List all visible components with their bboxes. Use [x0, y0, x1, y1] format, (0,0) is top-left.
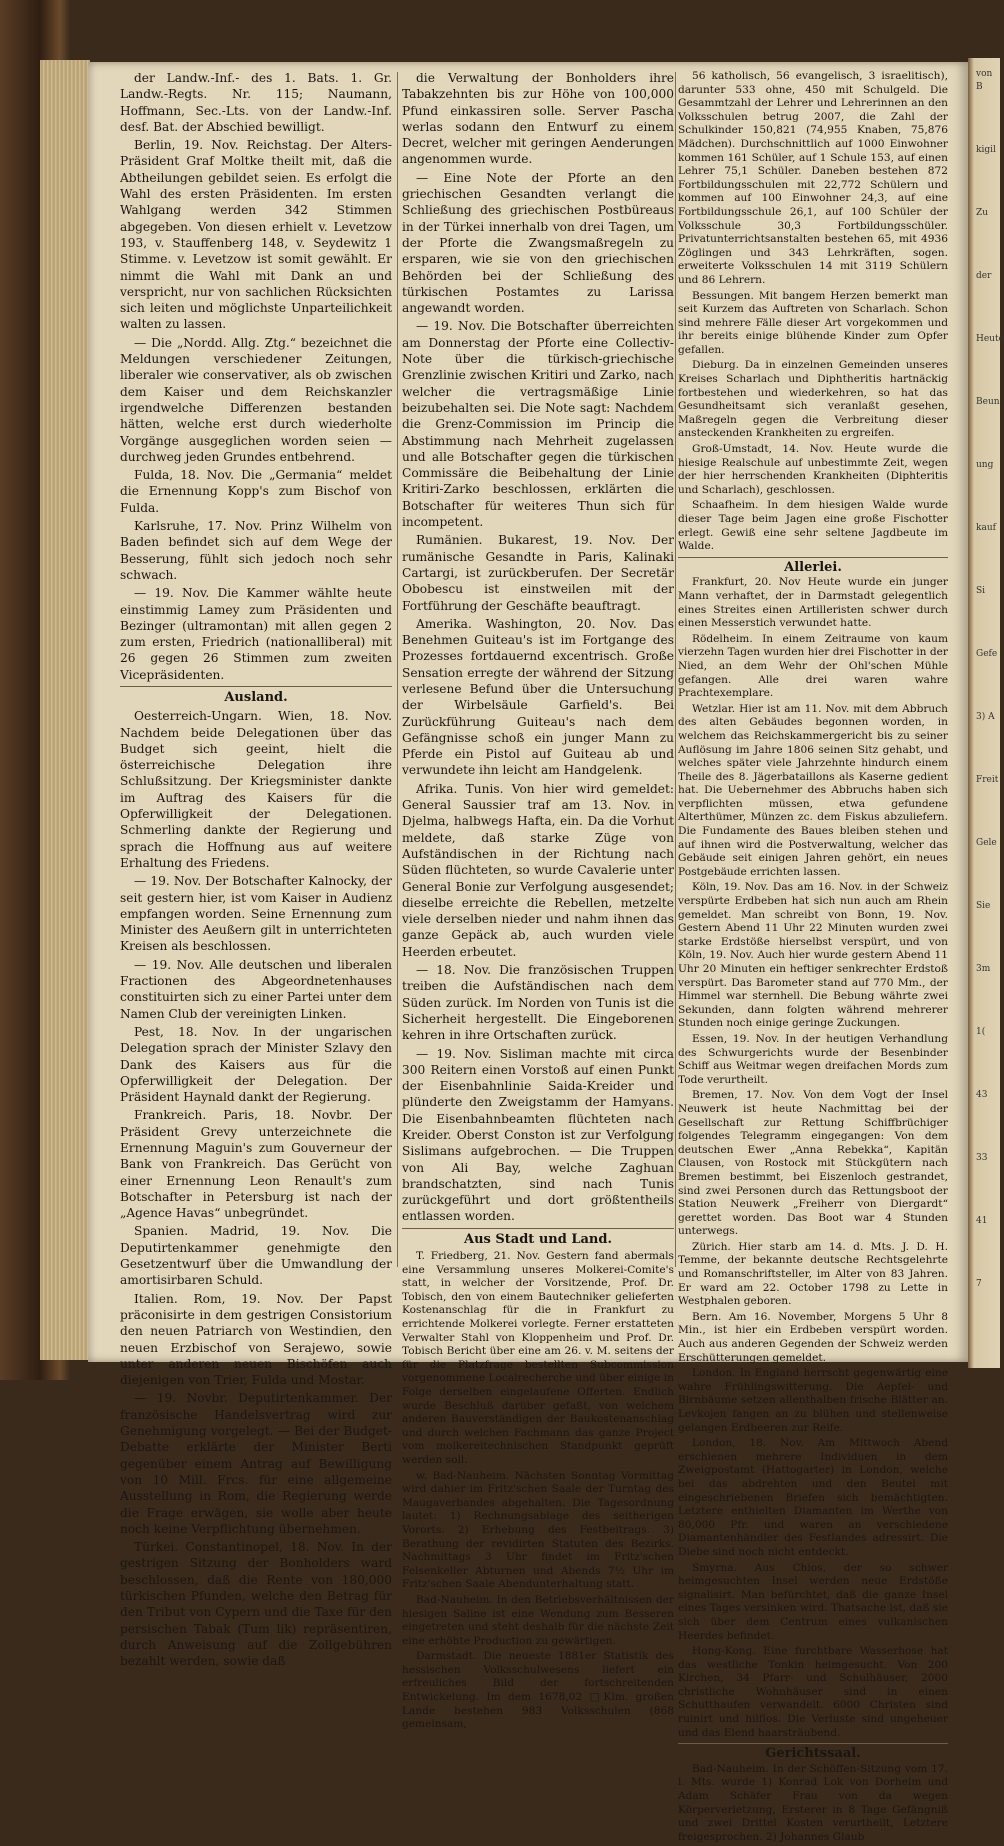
next-page-fragment: ung	[976, 460, 994, 470]
article: Schaafheim. In dem hiesigen Walde wurde dieser Tage beim Jagen eine große Fischotter erlegt. Gewiß eine sehr seltene Jagdbeute im Walde.	[678, 499, 948, 553]
article: w. Bad-Nauheim. Nächsten Sonntag Vormittag wird dahier im Fritz'schen Saale der Turntag des Maugaverbandes abgehalten. Die Tagesordnung lautet: 1) Rechnungsablage des seitherigen Vororts. 2) Erhebung des Festbeitrags. 3) Berathung der revidirten Statuten des Bezirks. Nachmittags 3 Uhr findet im Fritz'schen Felsenkeller Abturnen und Abends 7½ Uhr im Fritz'schen Saale Abendunterhaltung statt.	[402, 1469, 674, 1591]
article: Bad-Nauheim. In der Schöffen-Sitzung vom 17. l. Mts. wurde 1) Konrad Lok von Dorheim und Adam Schäfer Frau von da wegen Körperverletzung, Ersterer in 8 Tage Gefängniß und zwei Drittel Kosten verurtheilt, Letztere freigesprochen. 2) Johannes Glaub	[678, 1762, 948, 1843]
next-page-fragment: Sie	[976, 901, 991, 911]
next-page-text	[976, 68, 1004, 1341]
article: Frankreich. Paris, 18. Novbr. Der Präsident Grevy unterzeichnete die Ernennung Maguin's zum Gouverneur der Bank von Frankreich. Das Gerücht von einer Ernennung Leon Renault's zum Botschafter in Petersburg ist nach der „Agence Havas“ unbegründet.	[120, 1108, 392, 1221]
article: Smyrna. Aus Chios, der so schwer heimgesuchten Insel werden neue Erdstöße signalisirt. Man befürchtet, daß die ganze Insel eines Tages versinken wird. Thatsache ist, daß sie sich über dem Centrum eines vulkanischen Heerdes befindet.	[678, 1561, 948, 1642]
article: Rödelheim. In einem Zeitraume von kaum vierzehn Tagen wurden hier drei Fischotter in der Nied, an dem Wehr der Ohl'schen Mühle gefangen. Alle drei waren wahre Prachtexemplare.	[678, 632, 948, 700]
next-page-fragment: Gefe	[976, 649, 998, 659]
article: Zürich. Hier starb am 14. d. Mts. J. D. H. Temme, der bekannte deutsche Rechtsgelehrte und Romanschriftsteller, im Alter von 83 Jahren. Er ward am 22. October 1798 zu Lette in Westphalen geboren.	[678, 1240, 948, 1308]
article: Oesterreich-Ungarn. Wien, 18. Nov. Nachdem beide Delegationen über das Budget sich geeint, hielt die österreichische Delegation ihre Schlußsitzung. Der Kriegsminister dankte im Auftrag des Kaisers für die Opferwilligkeit der Delegationen. Schmerling dankte der Regierung und sprach die Hoffnung aus auf weitere Erhaltung des Friedens.	[120, 709, 392, 870]
article: Bessungen. Mit bangem Herzen bemerkt man seit Kurzem das Auftreten von Scharlach. Schon sind mehrere Fälle dieser Art vorgekommen und ihr bereits einige blühende Kinder zum Opfer gefallen.	[678, 289, 948, 356]
next-page-fragment: Si	[976, 586, 986, 596]
article: Wetzlar. Hier ist am 11. Nov. mit dem Abbruch des alten Gebäudes begonnen worden, in welchem das Reichskammergericht bis zu seiner Auflösung im Jahre 1806 seinen Sitz gehabt, und welches später viele Jahrzehnte hindurch einem Theile des 8. Jägerbataillons als Kaserne gedient hat. Die Uebernehmer des Abbruchs haben sich verpflichten müssen, etwa gefundene Alterthümer, Münzen zc. dem Fiskus abzuliefern. Die Fundamente des Baues bleiben stehen und auf ihnen wird die Postverwaltung, welcher das Gebäude seit einigen Jahren gehört, ein neues Postgebäude errichten lassen.	[678, 702, 948, 878]
article: Fulda, 18. Nov. Die „Germania“ meldet die Ernennung Kopp's zum Bischof von Fulda.	[120, 468, 392, 515]
section-heading-gerichtssaal: Gerichtssaal.	[765, 1746, 861, 1762]
article: London. In England herrscht gegenwärtig eine wahre Frühlingswitterung. Die Aepfel- und Birnbäume setzen allenthalben frische Blätter an. Levkojen fangen an zu blühen und stellenweise gelangen Erdbeeren zur Reife.	[678, 1367, 948, 1434]
article: Rumänien. Bukarest, 19. Nov. Der rumänische Gesandte in Paris, Kalinaki Cartargi, ist zurückberufen. Der Secretär Obobescu ist einstweilen mit der Fortführung der Geschäfte beauftragt.	[402, 533, 674, 613]
next-page-fragment: Freit	[976, 775, 999, 785]
section-heading-stadt-land: Aus Stadt und Land.	[464, 1231, 612, 1247]
article: Groß-Umstadt, 14. Nov. Heute wurde die hiesige Realschule auf unbestimmte Zeit, wegen der hier herrschenden Krankheiten (Diphteritis und Scharlach), geschlossen.	[678, 443, 948, 496]
next-page-fragment: von B	[976, 69, 993, 92]
next-page-fragment: kauf	[976, 523, 996, 533]
article: Hong-Kong. Eine furchtbare Wasserhose hat das westliche Tonkin heimgesucht. Von 200 Kirchen, 34 Pfarr- und Schulhäuser, 2000 christliche Wohnhäuser sind in einen Schutthaufen verwandelt. 6000 Christen sind ruinirt und hilflos. Die Verluste sind ungeheuer und das Elend haarsträubend.	[678, 1645, 948, 1739]
next-page-edge	[968, 58, 1004, 1368]
article: — Eine Note der Pforte an den griechischen Gesandten verlangt die Schließung des griechischen Postbüreaus in der Türkei innerhalb von drei Tagen, um der Pforte die Zwangsmaßregeln zu ersparen, wie sie von den griechischen Behörden bei der Schließung des türkischen Postamtes zu Larissa angewandt worden.	[402, 170, 674, 316]
article: Berlin, 19. Nov. Reichstag. Der Alters-Präsident Graf Moltke theilt mit, daß die Abtheilungen gebildet seien. Es erfolgt die Wahl des ersten Präsidenten. Im ersten Wahlgang werden 342 Stimmen abgegeben. Von diesen erhielt v. Levetzow 193, v. Stauffenberg 148, v. Seydewitz 1 Stimme. v. Levetzow ist somit gewählt. Er nimmt die Wahl mit Dank an und verspricht, nur von sachlichen Rücksichten sich leiten und möglichste Unparteilichkeit walten zu lassen.	[120, 138, 392, 332]
article: Afrika. Tunis. Von hier wird gemeldet: General Saussier traf am 13. Nov. in Djelma, halbwegs Hafta, ein. Da die Vorhut meldete, daß starke Züge von Aufständischen in der Richtung nach Süden flüchteten, so wurde Cavalerie unter General Bonie zur Verfolgung ausgesendet; dieselbe erreichte die Rebellen, metzelte viele derselben nieder und nahm ihnen das ganze Gepäck ab, auch wurden viele Heerden erbeutet.	[402, 781, 674, 959]
next-page-fragment: 3m	[976, 964, 991, 974]
section-rule	[402, 1228, 674, 1229]
article: — 19. Nov. Die Botschafter überreichten am Donnerstag der Pforte eine Collectiv-Note über die türkisch-griechische Grenzlinie zwischen Kritiri und Zarko, nach welcher die vertragsmäßige Linie beizubehalten sei. Die Note sagt: Nachdem die Grenz-Commission im Princip die Abstimmung nach Mehrheit zugelassen und alle Botschafter gegen die türkischen Commissäre die Beibehaltung der Linie Kritiri-Zarko beschlossen, erklärten die Botschafter für weiteres Thun sich für incompetent.	[402, 319, 674, 530]
section-rule	[120, 686, 392, 687]
article: der Landw.-Inf.- des 1. Bats. 1. Gr. Landw.-Regts. Nr. 115; Naumann, Hoffmann, Sec.-Lts. von der Landw.-Inf. desf. Bat. der Abschied bewilligt.	[120, 71, 392, 134]
article: Dieburg. Da in einzelnen Gemeinden unseres Kreises Scharlach und Diphtheritis hartnäckig fortbestehen und wiederkehren, so hat das Gesundheitsamt sich veranlaßt gesehen, Maßregeln gegen die Verbreitung dieser ansteckenden Krankheiten zu ergreifen.	[678, 359, 948, 440]
article: Frankfurt, 20. Nov Heute wurde ein junger Mann verhaftet, der in Darmstadt gelegentlich eines Streites einen Artilleristen schwer durch einen Messerstich verwundet hatte.	[678, 576, 948, 630]
next-page-fragment: 1(	[976, 1027, 986, 1037]
article: Italien. Rom, 19. Nov. Der Papst präconisirte in dem gestrigen Consistorium den neuen Patriarch von Westindien, den neuen Erzbischof von Serajewo, sowie unter anderen neuen Bischöfen auch diejenigen von Trier, Fulda und Mostar.	[120, 1291, 392, 1388]
column-divider	[397, 72, 398, 1267]
article: — 18. Nov. Die französischen Truppen treiben die Aufständischen nach dem Süden zurück. Im Norden von Tunis ist die Sicherheit hergestellt. Die Eingeborenen kehren in ihre Ortschaften zurück.	[402, 963, 674, 1043]
column-divider	[675, 72, 676, 1267]
article: — 19. Nov. Die Kammer wählte heute einstimmig Lamey zum Präsidenten und Bezinger (ultramontan) mit allen gegen 2 zum ersten, Friedrich (nationalliberal) mit 26 gegen 26 Stimmen zum zweiten Vicepräsidenten.	[120, 586, 392, 682]
section-heading-allerlei: Allerlei.	[784, 559, 842, 575]
next-page-fragment: 41	[976, 1216, 988, 1226]
next-page-fragment: Gele	[976, 838, 997, 848]
article: — 19. Nov. Der Botschafter Kalnocky, der seit gestern hier, ist vom Kaiser in Audienz empfangen worden. Seine Ernennung zum Minister des Aeußern gilt in unterrichteten Kreisen als beschlossen.	[120, 874, 392, 954]
article: London, 18. Nov. Am Mittwoch Abend erschienen mehrere Individuen in dem Zweigpostamt (Hattogarter) in London, welche bei das abdrehten und den Beutel mit eingeschriebenen Briefen sich bemächtigten. Letztere enthielten Diamanten im Werthe von 80,000 Pfr. und waren an verschiedene Diamantenhändler des Festlandes adressirt. Die Diebe sind noch nicht entdeckt.	[678, 1437, 948, 1558]
section-rule	[678, 557, 948, 558]
column-2	[402, 70, 674, 1734]
column-1	[120, 70, 392, 1672]
page-edges	[40, 60, 90, 1360]
article: Amerika. Washington, 20. Nov. Das Benehmen Guiteau's ist im Fortgange des Prozesses fortdauernd excentrisch. Große Sensation erregte der während der Sitzung verlesene Befund über die Untersuchung der Wirbelsäule Garfield's. Bei Zurückführung Guiteau's nach dem Gefängnisse schoß ein junger Mann zu Pferde ein Pistol auf Guiteau ab und verwundete ihn leicht am Handgelenk.	[402, 616, 674, 778]
next-page-fragment: 7	[976, 1279, 982, 1289]
article: Bad-Nauheim. In den Betriebsverhältnissen der hiesigen Saline ist eine Wendung zum Besseren eingetreten und steht deshalb für die nächste Zeit eine erhöhte Production zu gewärtigen.	[402, 1593, 674, 1647]
next-page-fragment: der	[976, 271, 992, 281]
article: Darmstadt. Die neueste 1881er Statistik des hessischen Volksschulwesens liefert ein erfreuliches Bild der fortschreitenden Entwickelung. Im dem 1678,02 □Klm. großen Lande bestehen 983 Volksschulen (868 gemeinsam,	[402, 1650, 674, 1731]
article: Essen, 19. Nov. In der heutigen Verhandlung des Schwurgerichts wurde der Besenbinder Schiff aus Weitmar wegen dreifachen Mords zum Tode verurtheilt.	[678, 1032, 948, 1086]
article: 56 katholisch, 56 evangelisch, 3 israelitisch), darunter 533 ohne, 450 mit Schulgeld. Die Gesammtzahl der Lehrer und Lehrerinnen an den Volksschulen betrug 2007, die Zahl der Schulkinder 150,821 (74,955 Knaben, 75,876 Mädchen). Durchschnittlich auf 1000 Einwohner kommen 161 Schüler, auf 1 Schule 153, auf einen Lehrer 75,1 Schüler. Daneben bestehen 872 Fortbildungsschulen mit 22,772 Schülern und kommen auf 100 Einwohner 24,3, auf eine Fortbildungsschule 26,1, auf 100 Schüler der Volksschule 30,3 Fortbildungsschüler. Privatunterrichtsanstalten bestehen 65, mit 4936 Zöglingen und 343 Lehrkräften, sogen. erweiterte Volksschulen 14 mit 3119 Schülern und 86 Lehrern.	[678, 70, 948, 286]
column-3	[678, 70, 948, 1846]
article: — 19. Novbr. Deputirtenkammer. Der französische Handelsvertrag wird zur Genehmigung vorgelegt. — Bei der Budget-Debatte erklärte der Minister Berti gegenüber einem Antrag auf Bewilligung von 10 Mill. Frcs. für eine allgemeine Ausstellung in Rom, die Regierung werde die Frage erwägen, sie wolle aber heute noch keine Verpflichtung übernehmen.	[120, 1391, 392, 1536]
next-page-fragment: Beun	[976, 397, 1000, 407]
article: Köln, 19. Nov. Das am 16. Nov. in der Schweiz verspürte Erdbeben hat sich nun auch am Rhein gemeldet. Man schreibt von Bonn, 19. Nov. Gestern Abend 11 Uhr 22 Minuten wurden zwei starke Erdstöße hierselbst verspürt, und von Köln, 19. Nov. Auch hier wurde gestern Abend 11 Uhr 20 Minuten ein heftiger senkrechter Erdstoß verspürt. Das Barometer stand auf 770 Mm., der Himmel war sternhell. Die Bebung währte zwei Sekunden, dann folgten während mehrerer Stunden noch einige geringe Zuckungen.	[678, 881, 948, 1030]
article: — 19. Nov. Alle deutschen und liberalen Fractionen des Abgeordnetenhauses constituirten sich zu einer Partei unter dem Namen Club der vereinigten Linken.	[120, 957, 392, 1021]
next-page-fragment: 3) A	[976, 712, 995, 722]
article: — 19. Nov. Sisliman machte mit circa 300 Reitern einen Vorstoß auf einen Punkt der Eisenbahnlinie Saida-Kreider und plünderte den Zweigstamm der Hamyans. Die Eisenbahnbeamten flüchteten nach Kreider. Oberst Conston ist zur Verfolgung Sislimans aufgebrochen. — Die Truppen von Ali Bay, welche Zaghuan brandschatzten, sind nach Tunis zurückgeführt und dort größtentheils entlassen worden.	[402, 1046, 674, 1224]
article: Bern. Am 16. November, Morgens 5 Uhr 8 Min., ist hier ein Erdbeben verspürt worden. Auch aus anderen Gegenden der Schweiz werden Erschütterungen gemeldet.	[678, 1310, 948, 1364]
next-page-fragment: 43	[976, 1090, 988, 1100]
next-page-fragment: Zu	[976, 208, 989, 218]
article: Karlsruhe, 17. Nov. Prinz Wilhelm von Baden befindet sich auf dem Wege der Besserung, fühlt sich jedoch noch sehr schwach.	[120, 519, 392, 582]
next-page-fragment: Heute	[976, 334, 1004, 344]
article: die Verwaltung der Bonholders ihre Tabakzehnten bis zur Höhe von 100,000 Pfund einkassiren solle. Server Pascha werlas sodann den Entwurf zu einem Decret, welcher mit geringen Aenderungen angenommen wurde.	[402, 71, 674, 167]
next-page-fragment: kigil	[976, 145, 996, 155]
article: T. Friedberg, 21. Nov. Gestern fand abermals eine Versammlung unseres Molkerei-Comite's statt, in welcher der Vorsitzende, Prof. Dr. Tobisch, den von einem Bautechniker gelieferten Kostenanschlag für die in Frankfurt zu errichtende Molkerei vorlegte. Ferner erstatteten Verwalter Stahl von Kloppenheim und Prof. Dr. Tobisch Bericht über eine am 26. v. M. seitens der für die Platzfrage bestellten Subcommission vorgenommene Localrecherche und über einige in Folge derselben eingelaufene Offerten. Endlich wurde Beschluß darüber gefaßt, von welchem anderen Bauverständigen der Baukostenanschlag und durch welchen Fachmann das ganze Project vom molkereitechnischen Standpunkt geprüft werden soll.	[402, 1250, 674, 1466]
article: Pest, 18. Nov. In der ungarischen Delegation sprach der Minister Szlavy den Dank des Kaisers aus für die Opferwilligkeit der Delegation. Der Präsident Haynald dankt der Regierung.	[120, 1024, 392, 1105]
article: Bremen, 17. Nov. Von dem Vogt der Insel Neuwerk ist heute Nachmittag bei der Gesellschaft zur Rettung Schiffbrüchiger folgendes Telegramm eingegangen: Von dem deutschen Ewer „Anna Rebekka“, Kapitän Clausen, von Rostock mit Stückgütern nach Bremen bestimmt, bei Eiszenloch gestrandet, sind zwei Personen durch das Rettungsboot der Station Neuwerk „Freiherr von Diergardt“ gerettet worden. Das Boot war 4 Stunden unterwegs.	[678, 1089, 948, 1238]
section-heading-ausland: Ausland.	[224, 689, 288, 705]
next-page-fragment: 33	[976, 1153, 988, 1163]
article: Spanien. Madrid, 19. Nov. Die Deputirtenkammer genehmigte den Gesetzentwurf über die Umwandlung der amortisirbaren Schuld.	[120, 1224, 392, 1288]
section-rule	[678, 1743, 948, 1744]
article: Türkei. Constantinopel, 18. Nov. In der gestrigen Sitzung der Bonholders ward beschlossen, daß die Rente von 180,000 türkischen Pfunden, welche den Betrag für den Tribut von Cypern und die Taxe für den persischen Tabak (Tum lik) repräsentiren, durch Anweisung auf die Zollgebühren bezahlt werden, sowie daß	[120, 1540, 392, 1669]
article: — Die „Nordd. Allg. Ztg.“ bezeichnet die Meldungen verschiedener Zeitungen, liberaler wie conservativer, als ob zwischen dem Kaiser und dem Reichskanzler irgendwelche Differenzen bestanden hätten, welche erst durch wiederholte Vorgänge ausgeglichen worden seien — durchweg jeden Grundes entbehrend.	[120, 335, 392, 464]
